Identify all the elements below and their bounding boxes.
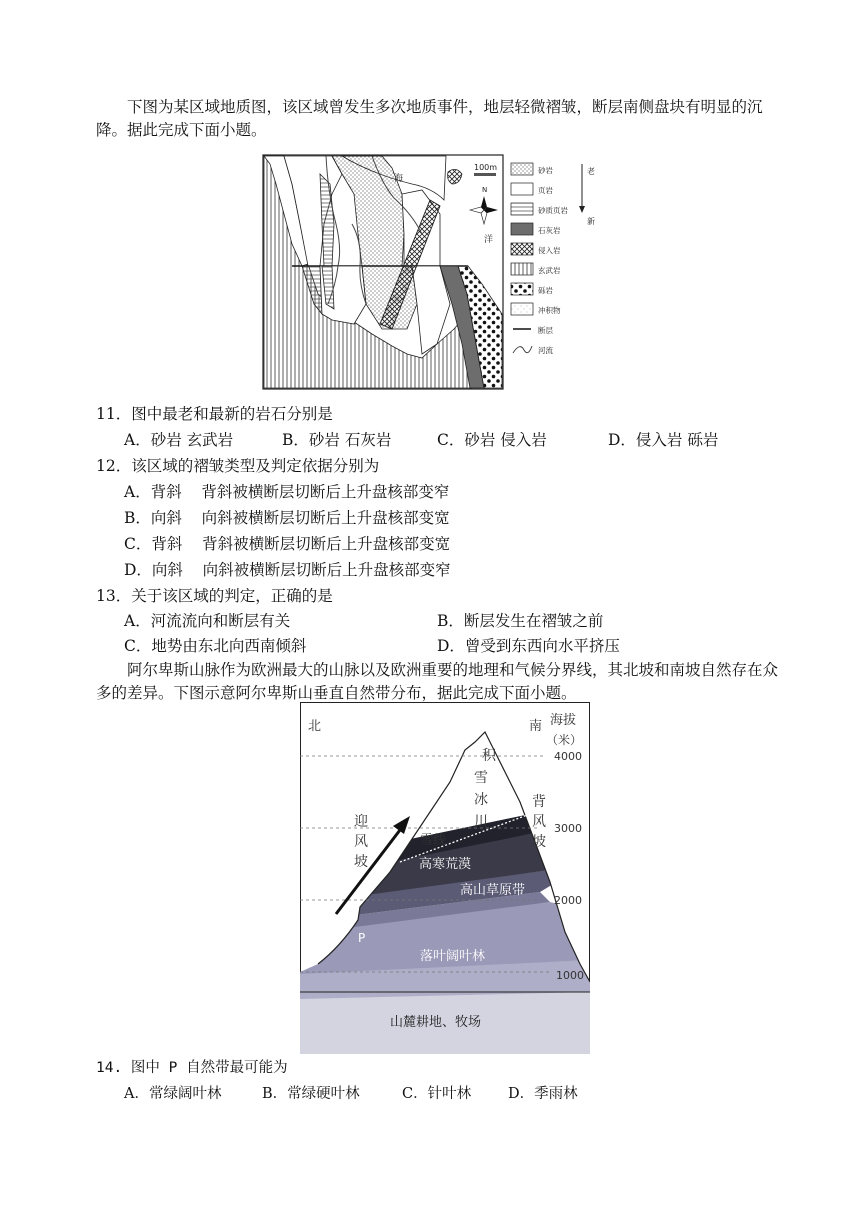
leeward-label: 背	[532, 794, 546, 810]
legend-label: 页岩	[538, 186, 553, 195]
q12-option-b[interactable]: B．向斜 向斜被横断层切断后上升盘核部变宽	[124, 509, 450, 527]
q12-option-a[interactable]: A．背斜 背斜被横断层切断后上升盘核部变窄	[124, 483, 450, 501]
altitude-tick: 2000	[554, 894, 582, 907]
q13-option-c[interactable]: C．地势由东北向西南倾斜	[124, 637, 307, 655]
legend-label: 河流	[538, 346, 553, 355]
q14-option-d[interactable]: D．季雨林	[508, 1086, 578, 1102]
q14-option-c[interactable]: C．针叶林	[402, 1086, 472, 1102]
leeward-label: 坡	[532, 834, 546, 850]
zone-label-foothill: 山麓耕地、牧场	[390, 1015, 482, 1030]
snow-glacier-label: 川	[474, 814, 488, 830]
legend-label: 石灰岩	[538, 226, 561, 235]
snow-glacier-label: 冰	[474, 792, 488, 808]
q11-option-b[interactable]: B．砂岩 石灰岩	[282, 431, 392, 449]
legend-label: 砂质页岩	[538, 206, 568, 215]
altitude-tick: 3000	[554, 822, 582, 835]
windward-label: 迎	[354, 814, 368, 830]
ocean-label: 洋	[484, 235, 494, 245]
legend-label: 砂岩	[538, 166, 553, 175]
geological-map-figure	[262, 154, 604, 390]
snowline-label: 雪线	[420, 833, 447, 848]
legend-label: 断层	[538, 326, 553, 335]
snow-glacier-label: 雪	[474, 770, 488, 786]
sea-label: 海	[394, 174, 404, 184]
question-14-stem: 14. 图中 P 自然带最可能为	[96, 1060, 288, 1076]
zone-label-alpine-meadow: 高山草原带	[460, 883, 526, 898]
q14-option-b[interactable]: B．常绿硬叶林	[262, 1086, 360, 1102]
q11-option-d[interactable]: D．侵入岩 砾岩	[608, 431, 719, 449]
leeward-label: 风	[532, 814, 546, 830]
altitude-label: 海拔	[550, 713, 577, 728]
q13-option-b[interactable]: B．断层发生在褶皱之前	[437, 612, 604, 630]
legend-label: 玄武岩	[538, 266, 561, 275]
question-13-stem: 13．关于该区域的判定，正确的是	[96, 587, 333, 605]
north-label: 北	[308, 719, 322, 734]
age-new-label: 新	[587, 217, 595, 226]
intro-paragraph-2: 阿尔卑斯山脉作为欧洲最大的山脉以及欧洲重要的地理和气候分界线，其北坡和南坡自然存在众多的差异。下图示意阿尔卑斯山垂直自然带分布，据此完成下面小题。	[96, 661, 779, 702]
windward-label: 坡	[354, 854, 368, 870]
q13-option-d[interactable]: D．曾受到东西向水平挤压	[437, 637, 620, 655]
altitude-tick: 1000	[556, 969, 584, 982]
snow-glacier-label: 积	[482, 748, 496, 764]
zone-label-deciduous-forest: 落叶阔叶林	[420, 949, 486, 964]
question-12-stem: 12．该区域的褶皱类型及判定依据分别为	[96, 457, 380, 475]
zone-label-p: P	[358, 931, 366, 945]
q11-option-a[interactable]: A．砂岩 玄武岩	[124, 431, 234, 449]
question-11-stem: 11．图中最老和最新的岩石分别是	[96, 405, 333, 423]
svg-text:N: N	[482, 186, 488, 194]
map-legend	[511, 163, 595, 355]
q11-option-c[interactable]: C．砂岩 侵入岩	[437, 431, 547, 449]
zone-label-alpine-desert: 高寒荒漠	[419, 857, 472, 872]
legend-label: 冲积物	[538, 306, 561, 315]
q12-option-d[interactable]: D．向斜 向斜被横断层切断后上升盘核部变窄	[124, 561, 451, 579]
alps-vertical-zone-figure	[300, 702, 590, 1054]
legend-label: 砾岩	[538, 286, 553, 295]
legend-label: 侵入岩	[538, 246, 561, 255]
altitude-tick: 4000	[554, 750, 582, 763]
age-old-label: 老	[587, 167, 595, 176]
q13-option-a[interactable]: A．河流流向和断层有关	[124, 612, 291, 630]
south-label: 南	[529, 719, 543, 734]
altitude-unit-label: （米）	[546, 733, 583, 747]
scale-label: 100m	[474, 163, 498, 172]
intro-paragraph-1: 下图为某区域地质图，该区域曾发生多次地质事件，地层轻微褶皱，断层南侧盘块有明显的沉降。据此完成下面小题。	[96, 98, 763, 139]
q12-option-c[interactable]: C．背斜 背斜被横断层切断后上升盘核部变宽	[124, 535, 451, 553]
windward-label: 风	[354, 834, 368, 850]
q14-option-a[interactable]: A．常绿阔叶林	[124, 1086, 222, 1102]
